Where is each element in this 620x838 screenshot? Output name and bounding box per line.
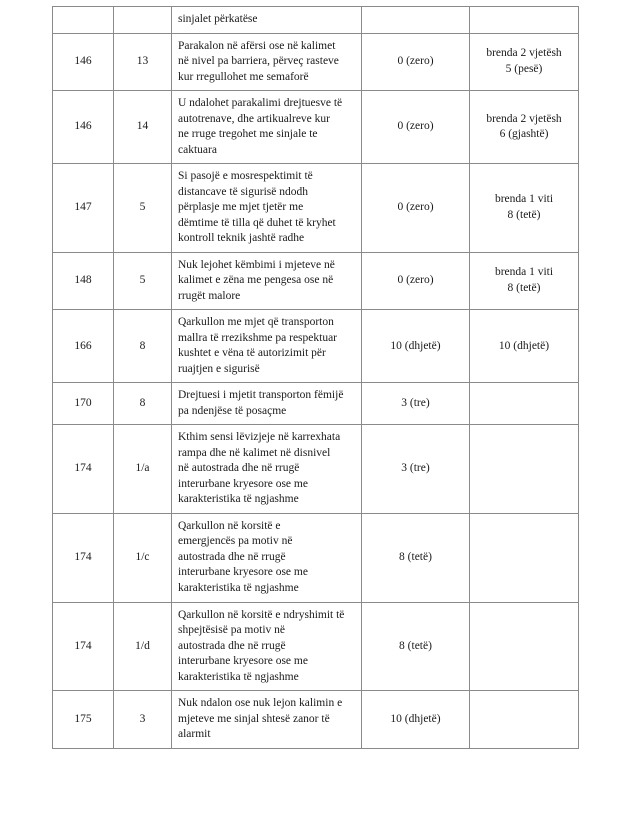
suspension-line: brenda 1 viti: [494, 266, 554, 279]
description-line: karakteristika të ngjashme: [178, 670, 299, 683]
description-line: emergjencës pa motiv në: [178, 535, 293, 548]
cell-points: 10 (dhjetë): [362, 310, 470, 383]
cell-suspension: [470, 602, 579, 691]
cell-article: 174: [53, 513, 114, 602]
suspension-line: brenda 1 viti: [494, 193, 554, 206]
cell-points: 8 (tetë): [362, 513, 470, 602]
table-row: [53, 33, 579, 91]
description-line: karakteristika të ngjashme: [178, 581, 299, 594]
description-line: autostrada dhe në rrugë: [178, 639, 286, 652]
description-line: U ndalohet parakalimi drejtuesve të: [178, 97, 343, 110]
cell-points: [362, 7, 470, 34]
table-row: [53, 164, 579, 253]
description-line: karakteristika të ngjashme: [178, 493, 299, 506]
description-line: në nivel pa barriera, përveç rasteve: [178, 55, 339, 68]
cell-point: 8: [114, 383, 172, 425]
description-line: Parakalon në afërsi ose në kalimet: [178, 39, 336, 52]
description-line: alarmit: [178, 728, 211, 741]
cell-description: [172, 602, 362, 691]
cell-points: 0 (zero): [362, 91, 470, 164]
description-line: caktuara: [178, 143, 217, 156]
cell-points: 10 (dhjetë): [362, 691, 470, 749]
cell-description: [172, 310, 362, 383]
description-line: mallra të rrezikshme pa respektuar: [178, 331, 338, 344]
cell-description: [172, 691, 362, 749]
description-line: Drejtuesi i mjetit transporton fëmijë: [178, 389, 344, 402]
cell-description: [172, 383, 362, 425]
table-row: [53, 91, 579, 164]
table-row: [53, 425, 579, 514]
violations-table: [52, 6, 579, 749]
table-row: [53, 310, 579, 383]
description-line: dëmtime të tilla që duhet të kryhet: [178, 216, 336, 229]
description-line: sinjalet përkatëse: [178, 13, 258, 25]
table-row: [53, 691, 579, 749]
description-line: interurbane kryesore ose me: [178, 477, 308, 490]
cell-points: 0 (zero): [362, 164, 470, 253]
description-line: në autostrada dhe në rrugë: [178, 462, 300, 475]
description-line: Nuk ndalon ose nuk lejon kalimin e: [178, 697, 343, 710]
suspension-line: 8 (tetë): [507, 281, 541, 294]
cell-point: 5: [114, 252, 172, 310]
description-line: distancave të sigurisë ndodh: [178, 185, 308, 198]
description-line: Qarkullon në korsitë e ndryshimit të: [178, 608, 345, 621]
cell-points: 8 (tetë): [362, 602, 470, 691]
description-line: rrugët malore: [178, 289, 241, 302]
cell-article: 146: [53, 33, 114, 91]
description-line: kontroll teknik jashtë radhe: [178, 232, 305, 245]
cell-article: 147: [53, 164, 114, 253]
suspension-line: brenda 2 vjetësh: [486, 112, 562, 125]
cell-description: [172, 425, 362, 514]
cell-point: 13: [114, 33, 172, 91]
cell-points: 3 (tre): [362, 383, 470, 425]
cell-description: [172, 164, 362, 253]
description-line: Si pasojë e mosrespektimit të: [178, 170, 313, 183]
cell-suspension: [470, 91, 579, 164]
suspension-line: 6 (gjashtë): [499, 128, 549, 141]
table-body: [53, 7, 579, 749]
cell-point: 3: [114, 691, 172, 749]
cell-suspension: [470, 691, 579, 749]
cell-article: 174: [53, 425, 114, 514]
table-row: [53, 602, 579, 691]
cell-description: [172, 252, 362, 310]
cell-article: 175: [53, 691, 114, 749]
cell-description: [172, 7, 362, 34]
description-line: kur rregullohet me semaforë: [178, 70, 309, 83]
cell-suspension: [470, 33, 579, 91]
description-line: mjeteve me sinjal shtesë zanor të: [178, 712, 330, 725]
description-line: kushtet e vëna të autorizimit për: [178, 347, 326, 360]
cell-suspension: [470, 252, 579, 310]
cell-article: 148: [53, 252, 114, 310]
cell-article: 166: [53, 310, 114, 383]
cell-suspension: [470, 7, 579, 34]
suspension-line: brenda 2 vjetësh: [486, 47, 562, 60]
description-line: shpejtësisë pa motiv në: [178, 624, 285, 637]
cell-suspension: [470, 164, 579, 253]
suspension-line: 8 (tetë): [507, 208, 541, 221]
description-line: Qarkullon me mjet që transporton: [178, 316, 334, 329]
cell-article: 146: [53, 91, 114, 164]
cell-description: [172, 33, 362, 91]
cell-point: 8: [114, 310, 172, 383]
cell-suspension: [470, 425, 579, 514]
description-line: interurbane kryesore ose me: [178, 655, 308, 668]
description-line: rampa dhe në kalimet në disnivel: [178, 446, 331, 459]
table-row: [53, 7, 579, 34]
cell-suspension: [470, 383, 579, 425]
description-line: pa ndenjëse të posaçme: [178, 404, 287, 417]
description-line: përplasje me mjet tjetër me: [178, 201, 304, 214]
description-line: kalimet e zëna me pengesa ose në: [178, 274, 334, 287]
table-row: [53, 383, 579, 425]
cell-point: 14: [114, 91, 172, 164]
table-row: [53, 252, 579, 310]
suspension-line: 10 (dhjetë): [498, 339, 550, 352]
description-line: ne rruge tregohet me sinjale te: [178, 128, 318, 141]
description-line: autotrenave, dhe artikualreve kur: [178, 112, 330, 125]
description-line: interurbane kryesore ose me: [178, 566, 308, 579]
description-line: Qarkullon në korsitë e: [178, 519, 281, 532]
cell-point: 1/a: [114, 425, 172, 514]
suspension-line: 5 (pesë): [505, 62, 543, 75]
cell-point: 1/d: [114, 602, 172, 691]
description-line: Kthim sensi lëvizjeje në karrexhata: [178, 431, 341, 444]
cell-suspension: [470, 310, 579, 383]
cell-suspension: [470, 513, 579, 602]
cell-article: [53, 7, 114, 34]
cell-points: 3 (tre): [362, 425, 470, 514]
cell-article: 174: [53, 602, 114, 691]
cell-point: 5: [114, 164, 172, 253]
table-row: [53, 513, 579, 602]
cell-description: [172, 91, 362, 164]
cell-points: 0 (zero): [362, 33, 470, 91]
cell-points: 0 (zero): [362, 252, 470, 310]
cell-point: [114, 7, 172, 34]
cell-article: 170: [53, 383, 114, 425]
description-line: autostrada dhe në rrugë: [178, 550, 286, 563]
description-line: Nuk lejohet këmbimi i mjeteve në: [178, 258, 335, 271]
cell-description: [172, 513, 362, 602]
description-line: ruajtjen e sigurisë: [178, 362, 260, 375]
cell-point: 1/c: [114, 513, 172, 602]
